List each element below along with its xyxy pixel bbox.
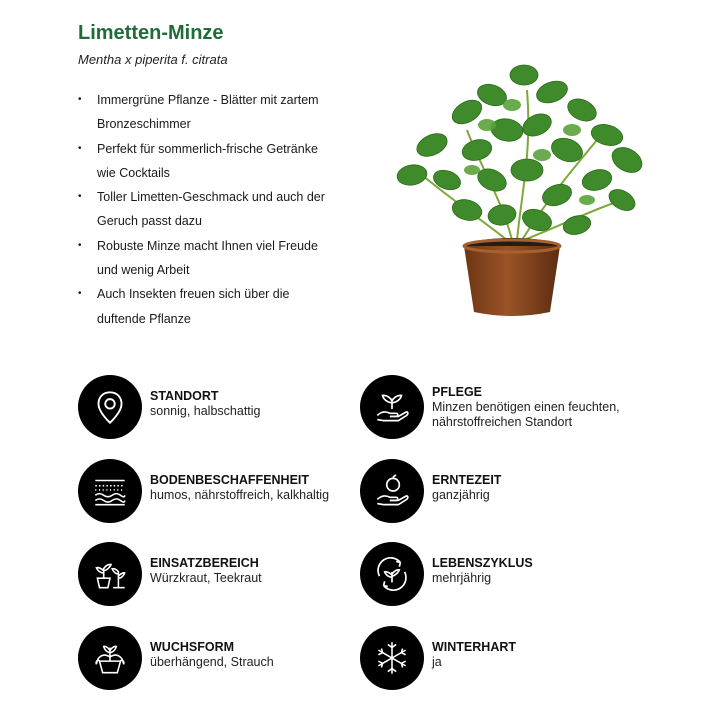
lifecycle-plant-icon — [360, 542, 424, 606]
pot-plants-icon — [78, 542, 142, 606]
bullet-marker: • — [78, 191, 82, 203]
feature-standort — [78, 375, 261, 439]
feature-value: sonnig, halbschattig — [150, 404, 261, 418]
hanging-plant-icon — [78, 626, 142, 690]
bullet-item: • Auch Insekten freuen sich über die — [78, 282, 368, 306]
feature-lebenszyklus — [360, 542, 533, 606]
feature-value: überhängend, Strauch — [150, 655, 274, 669]
feature-value: ja — [432, 655, 442, 669]
feature-title: BODENBESCHAFFENHEIT — [150, 473, 310, 487]
bullet-continuation: Geruch passt dazu — [97, 214, 202, 229]
bullet-continuation: Bronzeschimmer — [97, 117, 191, 132]
feature-title: WUCHSFORM — [150, 640, 235, 654]
feature-title: PFLEGE — [432, 385, 483, 399]
bullet-marker: • — [78, 94, 82, 105]
feature-title: LEBENSZYKLUS — [432, 556, 533, 570]
feature-value: Würzkraut, Teekraut — [150, 571, 262, 585]
feature-title: ERNTEZEIT — [432, 473, 502, 487]
feature-title: EINSATZBEREICH — [150, 556, 259, 570]
bullet-marker: • — [78, 239, 82, 251]
bullet-item: • Immergrüne Pflanze - Blätter mit zartem — [78, 88, 368, 112]
feature-bullet-list — [78, 88, 368, 331]
feature-einsatz — [78, 542, 262, 606]
feature-value: humos, nährstoffreich, kalkhaltig — [150, 488, 330, 502]
feature-boden — [78, 459, 329, 523]
product-latin-name: Mentha x piperita f. citrata — [78, 52, 228, 67]
location-pin-icon — [78, 375, 142, 439]
feature-value: Minzen benötigen einen feuchten, — [432, 400, 620, 414]
product-title: Limetten-Minze — [78, 22, 224, 44]
feature-pflege — [360, 375, 620, 439]
bullet-continuation: wie Cocktails — [97, 165, 170, 180]
feature-erntezeit — [360, 459, 501, 523]
bullet-marker: • — [78, 288, 82, 300]
harvest-hand-icon — [360, 459, 424, 523]
feature-title: WINTERHART — [432, 640, 517, 654]
bullet-item: • Perfekt für sommerlich-frische Getränke — [78, 137, 368, 161]
snowflake-icon — [360, 626, 424, 690]
soil-layers-icon — [78, 459, 142, 523]
feature-value: mehrjährig — [432, 571, 492, 585]
hand-plant-icon — [360, 375, 424, 439]
bullet-marker: • — [78, 142, 82, 154]
bullet-continuation: duftende Pflanze — [97, 311, 191, 326]
bullet-item: • Robuste Minze macht Ihnen viel Freude — [78, 234, 368, 258]
feature-value: ganzjährig — [432, 488, 490, 502]
feature-winterhart — [360, 626, 516, 690]
bullet-continuation: und wenig Arbeit — [97, 263, 190, 278]
bullet-item: • Toller Limetten-Geschmack und auch der — [78, 185, 368, 209]
mint-plant-image — [372, 50, 652, 325]
feature-title: STANDORT — [150, 389, 219, 403]
feature-wuchsform — [78, 626, 274, 690]
feature-value-line2: nährstoffreichen Standort — [432, 415, 573, 429]
